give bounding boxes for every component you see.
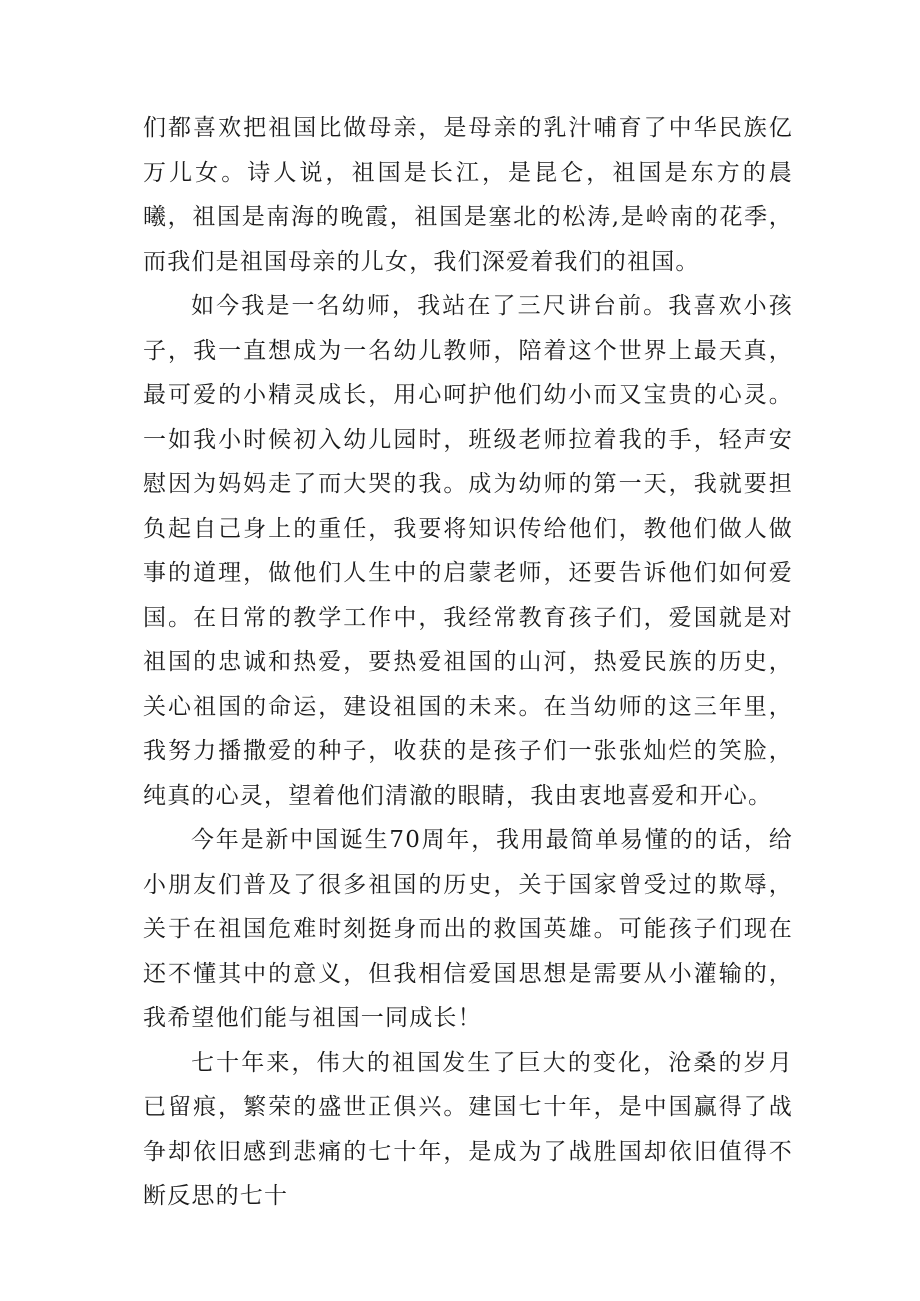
paragraph-4: 七十年来，伟大的祖国发生了巨大的变化，沧桑的岁月已留痕，繁荣的盛世正俱兴。建国七十年，是中国赢得了战争却依旧感到悲痛的七十年，是成为了战胜国却依旧值得不断反思的七十 [143, 1049, 793, 1209]
document-body [143, 106, 793, 1219]
paragraph-3: 今年是新中国诞生70周年，我用最简单易懂的的话，给小朋友们普及了很多祖国的历史，关于国家曾受过的欺辱，关于在祖国危难时刻挺身而出的救国英雄。可能孩子们现在还不懂其中的意义，但我相信爱国思想是需要从小灌输的，我希望他们能与祖国一同成长！ [143, 827, 793, 1031]
paragraph-2: 如今我是一名幼师，我站在了三尺讲台前。我喜欢小孩子，我一直想成为一名幼儿教师，陪着这个世界上最天真，最可爱的小精灵成长，用心呵护他们幼小而又宝贵的心灵。一如我小时候初入幼儿园时，班级老师拉着我的手，轻声安慰因为妈妈走了而大哭的我。成为幼师的第一天，我就要担负起自己身上的重任，我要将知识传给他们，教他们做人做事的道理，做他们人生中的启蒙老师，还要告诉他们如何爱国。在日常的教学工作中，我经常教育孩子们，爱国就是对祖国的忠诚和热爱，要热爱祖国的山河，热爱民族的历史，关心祖国的命运，建设祖国的未来。在当幼师的这三年里，我努力播撒爱的种子，收获的是孩子们一张张灿烂的笑脸，纯真的心灵，望着他们清澈的眼睛，我由衷地喜爱和开心。 [143, 293, 793, 809]
paragraph-1: 们都喜欢把祖国比做母亲，是母亲的乳汁哺育了中华民族亿万儿女。诗人说，祖国是长江，是昆仑，祖国是东方的晨曦，祖国是南海的晚霞，祖国是塞北的松涛,是岭南的花季，而我们是祖国母亲的儿女，我们深爱着我们的祖国。 [143, 115, 793, 275]
